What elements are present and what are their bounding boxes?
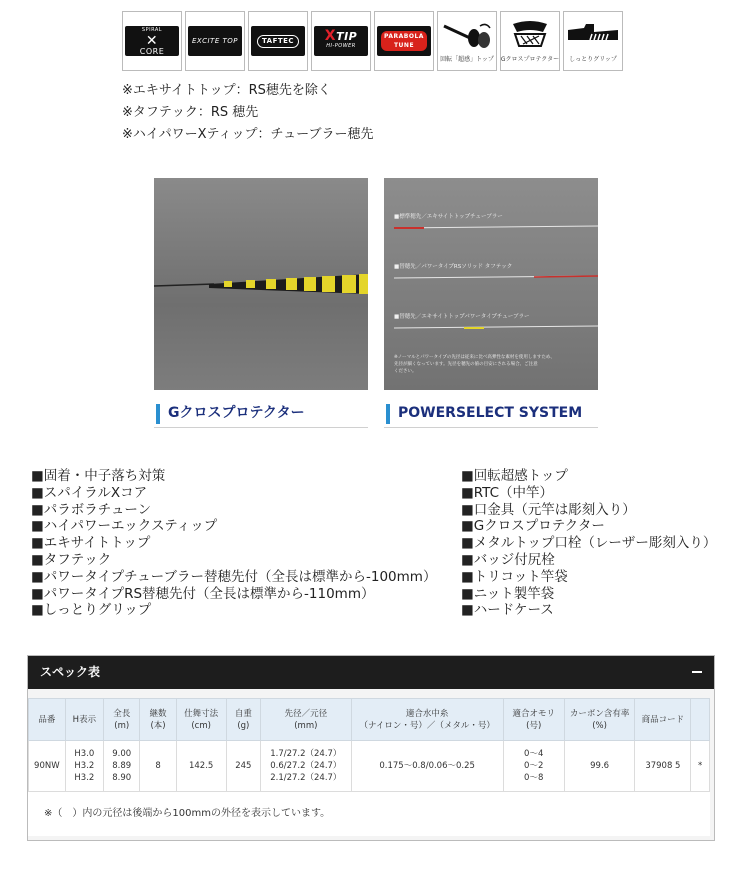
cell-sections: 8 [140,741,176,792]
g-cross-protector-image [154,178,368,390]
feature-item: ■ハードケース [461,602,554,619]
powerselect-system-image: ■標準穂先／エキサイトトップチューブラー ■替穂先／パワータイプRSソリッド タフテック ■替穂先／エキサイトトップパワータイプチューブラー ※ノーマルとパワータイプの先径は従来に比べ高弾性な素材を使用しますため、 先径が細くなっています。先径を穂先の値の目安にされる場合、ご注意 ください。 [384,178,598,390]
col-h: H表示 [65,699,103,741]
x-tip-badge [311,11,371,71]
note-line: ※ハイパワーXティップ：チューブラー穂先 [122,127,374,142]
col-closed: 仕舞寸法 (cm) [176,699,226,741]
collapse-icon[interactable] [692,671,702,673]
cell-length: 9.00 8.89 8.90 [104,741,140,792]
feature-item: ■メタルトップ口栓（レーザー彫刻入り） [461,535,717,552]
col-sinker: 適合オモリ (号) [503,699,564,741]
feature-item: ■固着・中子落ち対策 [31,468,166,484]
feature-item: ■パラボラチューン [31,501,152,518]
powerselect-caption: POWERSELECT SYSTEM [384,402,598,428]
cell-sinker: 0〜4 0〜2 0〜8 [503,741,564,792]
rod-photo-illustration [154,178,368,390]
feature-item: ■ハイパワーエックスティップ [31,518,218,535]
cell-h: H3.0 H3.2 H3.2 [65,741,103,792]
feature-item: ■スパイラルXコア [31,484,148,501]
feature-item: ■パワータイプRS替穂先付（全長は標準から-110mm） [31,585,375,602]
cell-code: 37908 5 [635,741,691,792]
col-model: 品番 [29,699,66,741]
spec-header[interactable] [28,656,714,689]
spiral-x-core-badge [122,11,182,71]
feature-item: ■バッジ付尻栓 [461,551,555,568]
rotating-top-badge: 回転「超感」トップ [437,11,497,71]
feature-list-left [31,468,436,619]
spec-footnote: ※（ ）内の元径は後端から100mmの外径を表示しています。 [44,808,331,819]
col-weight: 自重 (g) [226,699,260,741]
excite-top-badge [185,11,245,71]
feature-item: ■パワータイプチューブラー替穂先付（全長は標準から-100mm） [31,568,437,585]
spiral-x-core-icon: SPIRAL ✕ CORE [125,26,179,56]
cell-model: 90NW [29,741,66,792]
tech-icon-row [122,11,623,71]
feature-item: ■トリコット竿袋 [461,568,568,585]
rotating-top-icon [440,20,494,50]
feature-item: ■ニット製竿袋 [461,585,555,602]
taftec-badge [248,11,308,71]
spec-title: スペック表 [40,665,101,679]
col-length: 全長 (m) [104,699,140,741]
col-carbon: カーボン含有率 (%) [564,699,635,741]
col-code: 商品コード [635,699,691,741]
feature-item: ■回転超感トップ [461,468,568,484]
spec-header-row [29,699,710,741]
note-line: ※エキサイトトップ：RS穂先を除く [122,83,331,98]
g-cross-protector-icon [503,20,557,50]
spec-table [28,698,710,792]
excite-top-icon: EXCITE TOP [188,26,242,56]
tech-notes [122,80,373,146]
parabola-tune-badge [374,11,434,71]
feature-item: ■口金具（元竿は彫刻入り） [461,501,636,518]
x-tip-icon: XTIP HI-POWER [314,26,368,56]
feature-list-right [461,468,716,619]
cell-weight: 245 [226,741,260,792]
cell-line: 0.175〜0.8/0.06〜0.25 [351,741,503,792]
g-cross-protector-badge: Gクロスプロテクター [500,11,560,71]
feature-item: ■タフテック [31,551,112,568]
col-diameter: 先径／元径 (mm) [261,699,352,741]
cell-carbon: 99.6 [564,741,635,792]
feature-item: ■しっとりグリップ [31,602,152,619]
cell-diameter: 1.7/27.2（24.7） 0.6/27.2（24.7） 2.1/27.2（24.7） [261,741,352,792]
shittori-grip-badge: しっとりグリップ [563,11,623,71]
feature-item: ■エキサイトトップ [31,535,151,552]
spec-panel [27,655,715,841]
feature-item: ■Gクロスプロテクター [461,518,605,535]
parabola-tune-icon: PARABOLA TUNE [377,26,431,56]
col-extra [691,699,710,741]
grip-icon [566,20,620,50]
cell-mark: * [691,741,710,792]
col-sections: 継数 (本) [140,699,176,741]
col-line: 適合水中糸 （ナイロン・号）／（メタル・号） [351,699,503,741]
table-row [29,741,710,792]
spec-body [28,698,710,836]
feature-item: ■RTC（中竿） [461,484,554,501]
g-cross-protector-caption: Gクロスプロテクター [154,402,368,428]
taftec-icon: TAFTEC [251,26,305,56]
cell-closed: 142.5 [176,741,226,792]
note-line: ※タフテック：RS 穂先 [122,105,259,120]
